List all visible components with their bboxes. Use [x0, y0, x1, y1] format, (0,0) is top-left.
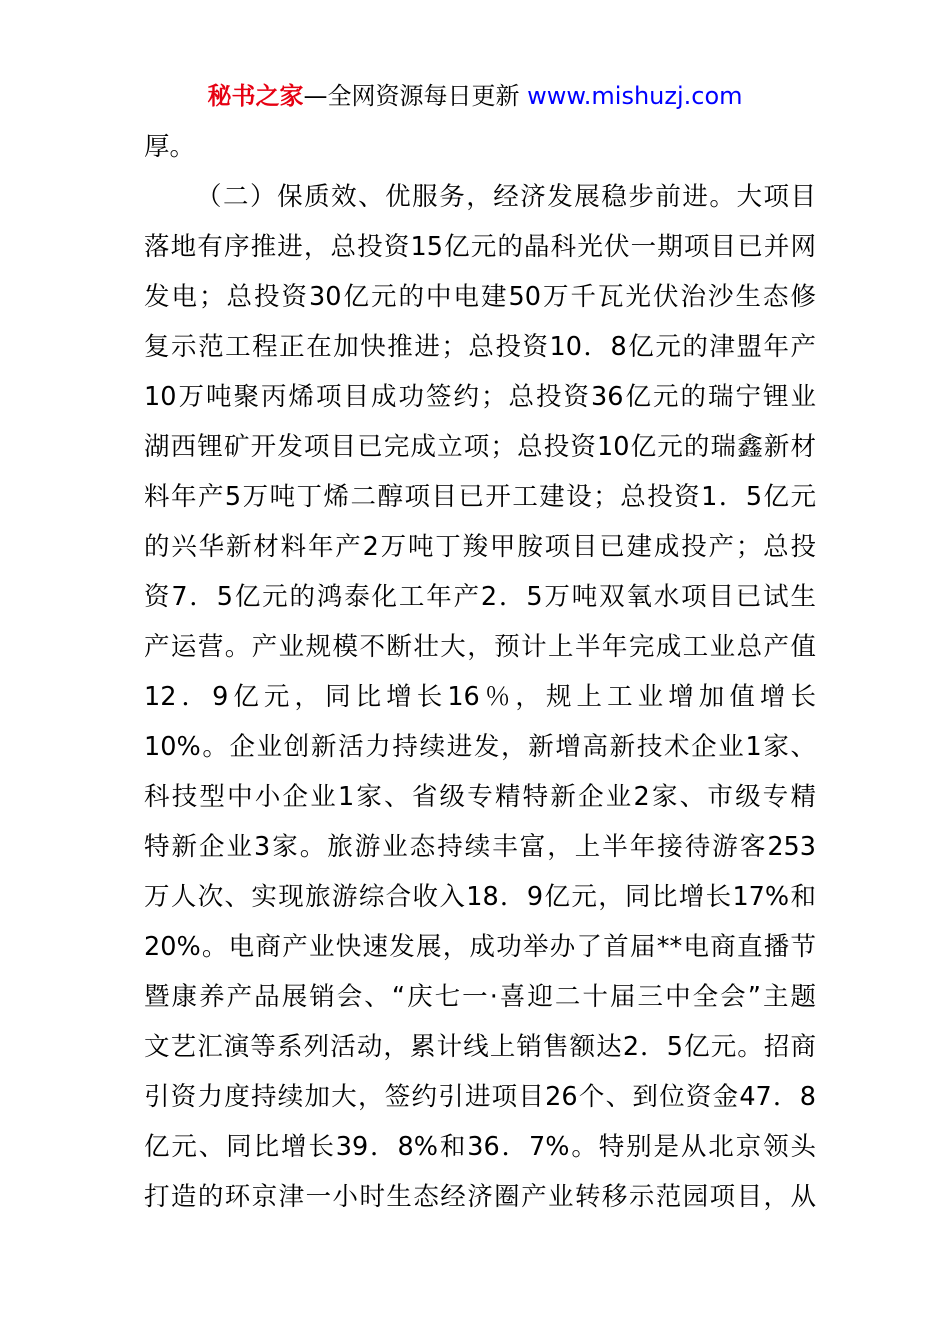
text-line: 文艺汇演等系列活动，累计线上销售额达2．5亿元。招商: [144, 1032, 816, 1062]
text-line: （二）保质效、优服务，经济发展稳步前进。大项目: [196, 182, 816, 212]
brand-name: 秘书之家: [207, 82, 304, 110]
text-line: 暨康养产品展销会、“庆七一·喜迎二十届三中全会”主题: [144, 982, 816, 1012]
text-line: 资7．5亿元的鸿泰化工年产2．5万吨双氧水项目已试生: [144, 582, 816, 612]
text-line: 10%。企业创新活力持续进发，新增高新技术企业1家、: [144, 732, 816, 762]
text-line: 亿元、同比增长39．8%和36．7%。特别是从北京领头: [144, 1132, 816, 1162]
text-line: 厚。: [144, 132, 196, 162]
text-line: 12．9亿元，同比增长16％，规上工业增加值增长: [144, 682, 816, 712]
text-line: 10万吨聚丙烯项目成功签约；总投资36亿元的瑞宁锂业: [144, 382, 816, 412]
text-line: 科技型中小企业1家、省级专精特新企业2家、市级专精: [144, 782, 816, 812]
text-line: 复示范工程正在加快推进；总投资10．8亿元的津盟年产: [144, 332, 816, 362]
text-line: 湖西锂矿开发项目已完成立项；总投资10亿元的瑞鑫新材: [144, 432, 816, 462]
tagline: —全网资源每日更新: [303, 82, 528, 110]
text-line: 万人次、实现旅游综合收入18．9亿元，同比增长17%和: [144, 882, 816, 912]
text-line: 引资力度持续加大，签约引进项目26个、到位资金47．8: [144, 1082, 816, 1112]
text-line: 的兴华新材料年产2万吨丁羧甲胺项目已建成投产；总投: [144, 532, 816, 562]
text-line: 落地有序推进，总投资15亿元的晶科光伏一期项目已并网: [144, 232, 816, 262]
document-body: [144, 122, 816, 1222]
site-watermark-header: [0, 80, 950, 112]
text-line: 打造的环京津一小时生态经济圈产业转移示范园项目，从: [144, 1182, 816, 1212]
text-line: 20%。电商产业快速发展，成功举办了首届**电商直播节: [144, 932, 816, 962]
text-line: 特新企业3家。旅游业态持续丰富，上半年接待游客253: [144, 832, 816, 862]
text-line: 料年产5万吨丁烯二醇项目已开工建设；总投资1．5亿元: [144, 482, 816, 512]
site-url: www.mishuzj.com: [527, 82, 743, 110]
text-line: 产运营。产业规模不断壮大，预计上半年完成工业总产值: [144, 632, 816, 662]
text-line: 发电；总投资30亿元的中电建50万千瓦光伏治沙生态修: [144, 282, 816, 312]
